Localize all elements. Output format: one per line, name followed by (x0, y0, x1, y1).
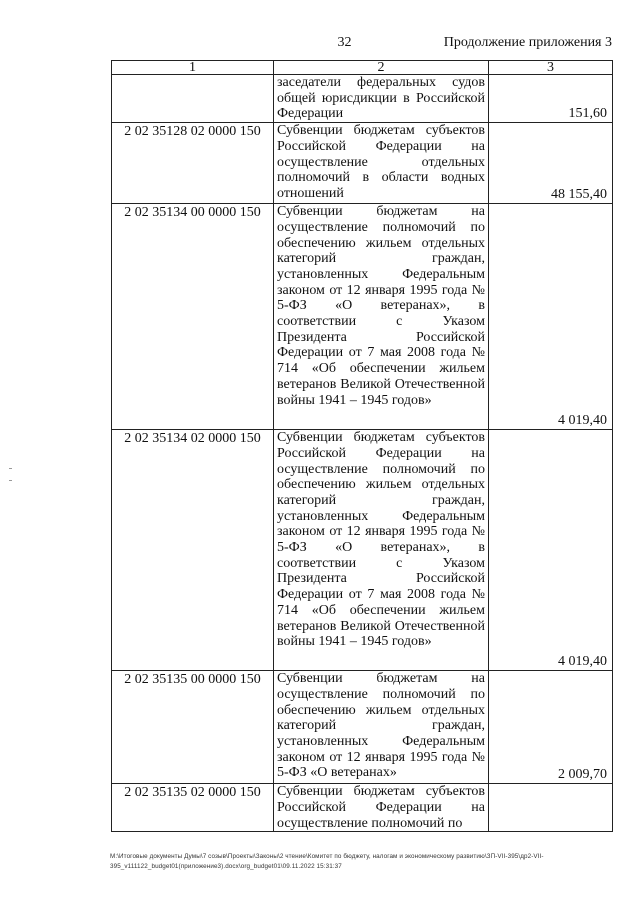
continuation-title: Продолжение приложения 3 (443, 35, 612, 50)
revenue-name: Субвенции бюджетам на осуществление полномочий по обеспечению жильем отдельных категорий граждан, установленных Федеральным законом от 12 января 1995 года № 5-ФЗ «О ветеранах», в соответствии с Указом Президента Российской Федерации от 7 мая 2008 года № 714 «Об обеспечении жильем ветеранов Великой Отечественной войны 1941 – 1945 годов» (274, 204, 489, 430)
budget-code: 2 02 35135 02 0000 150 (112, 784, 274, 832)
column-header: 1 (112, 61, 274, 75)
budget-code: 2 02 35135 00 0000 150 (112, 671, 274, 784)
table-row (112, 123, 613, 204)
budget-table (111, 60, 613, 832)
table-row (112, 784, 613, 832)
table-header-row (112, 61, 613, 75)
revenue-name: Субвенции бюджетам на осуществление полномочий по обеспечению жильем отдельных категорий граждан, установленных Федеральным законом от 12 января 1995 года № 5-ФЗ «О ветеранах» (274, 671, 489, 784)
amount: 4 019,40 (489, 430, 613, 671)
column-header: 2 (274, 61, 489, 75)
budget-code: 2 02 35134 02 0000 150 (112, 430, 274, 671)
column-header: 3 (489, 61, 613, 75)
revenue-name: Субвенции бюджетам субъектов Российской Федерации на осуществление отдельных полномочий в области водных отношений (274, 123, 489, 204)
file-path-footer: M:\Итоговые документы Думы\7 созыв\Проекты\Законы\2 чтение\Комитет по бюджету, налогам и экономическому развитию\ЗП-VII-395\др2-VII-395_v111122_budget01(приложение3).docx\org_budget01\09.11.2022 15:31:37 (110, 853, 544, 870)
scan-mark (9, 468, 12, 469)
page-number: 32 (337, 35, 352, 50)
amount: 2 009,70 (489, 671, 613, 784)
revenue-name: заседатели федеральных судов общей юрисдикции в Российской Федерации (274, 75, 489, 123)
scan-mark (9, 480, 12, 481)
budget-code: 2 02 35128 02 0000 150 (112, 123, 274, 204)
table-row (112, 204, 613, 430)
amount: 151,60 (489, 75, 613, 123)
budget-code: 2 02 35134 00 0000 150 (112, 204, 274, 430)
amount (489, 784, 613, 832)
revenue-name: Субвенции бюджетам субъектов Российской Федерации на осуществление полномочий по (274, 784, 489, 832)
table-row (112, 75, 613, 123)
revenue-name: Субвенции бюджетам субъектов Российской Федерации на осуществление полномочий по обеспечению жильем отдельных категорий граждан, установленных Федеральным законом от 12 января 1995 года № 5-ФЗ «О ветеранах», в соответствии с Указом Президента Российской Федерации от 7 мая 2008 года № 714 «Об обеспечении жильем ветеранов Великой Отечественной войны 1941 – 1945 годов» (274, 430, 489, 671)
amount: 48 155,40 (489, 123, 613, 204)
table-row (112, 430, 613, 671)
table-row (112, 671, 613, 784)
budget-code (112, 75, 274, 123)
amount: 4 019,40 (489, 204, 613, 430)
